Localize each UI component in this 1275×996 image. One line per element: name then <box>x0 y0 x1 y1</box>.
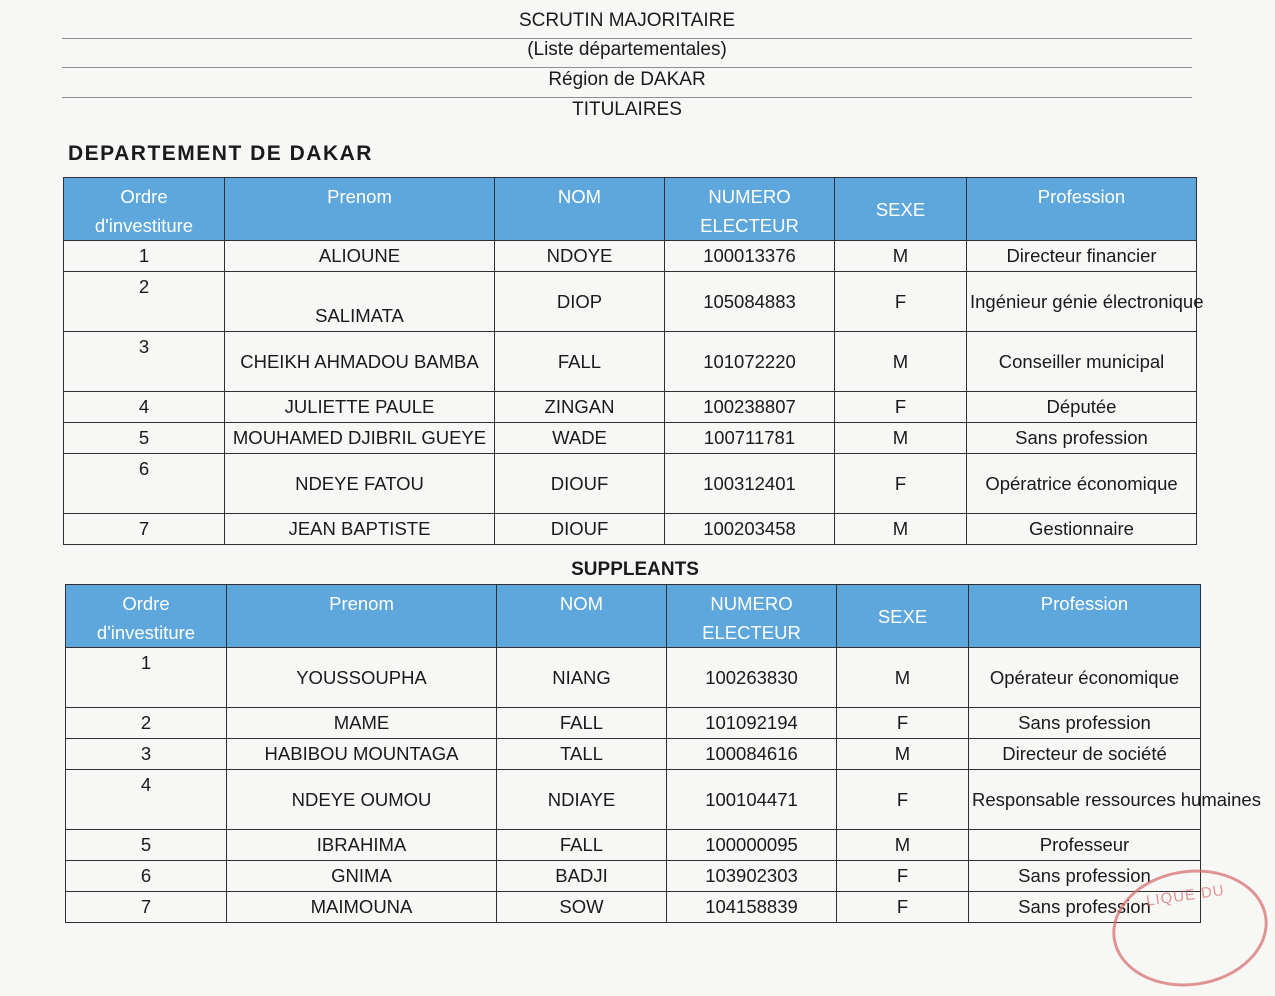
cell-ordre: 2 <box>64 272 225 332</box>
col-sexe: SEXE <box>837 585 969 648</box>
cell-nom: FALL <box>497 830 667 861</box>
cell-numero: 100000095 <box>667 830 837 861</box>
col-nom: NOM <box>495 178 665 241</box>
cell-profession: Directeur de société <box>969 739 1201 770</box>
cell-profession: Sans profession <box>969 861 1201 892</box>
col-nom: NOM <box>497 585 667 648</box>
cell-sexe: F <box>837 861 969 892</box>
cell-numero: 103902303 <box>667 861 837 892</box>
cell-profession: Directeur financier <box>967 241 1197 272</box>
cell-numero: 100312401 <box>665 454 835 514</box>
cell-profession: Ingénieur génie électronique <box>967 272 1197 332</box>
col-numero-electeur: NUMERO ELECTEUR <box>667 585 837 648</box>
header-liste: (Liste départementales) <box>527 39 727 60</box>
cell-ordre: 3 <box>66 739 227 770</box>
cell-prenom: IBRAHIMA <box>227 830 497 861</box>
cell-prenom: MOUHAMED DJIBRIL GUEYE <box>225 423 495 454</box>
cell-nom: NDOYE <box>495 241 665 272</box>
cell-sexe: F <box>837 708 969 739</box>
suppleants-table <box>65 584 1261 923</box>
col-numero-electeur: NUMERO ELECTEUR <box>665 178 835 241</box>
cell-ordre: 1 <box>64 241 225 272</box>
cell-numero: 100084616 <box>667 739 837 770</box>
col-ordre: Ordre d'investiture <box>64 178 225 241</box>
cell-sexe: F <box>837 892 969 923</box>
cell-profession: Opératrice économique <box>967 454 1197 514</box>
cell-sexe: M <box>835 332 967 392</box>
header-titulaires: TITULAIRES <box>572 99 682 120</box>
cell-numero: 100203458 <box>665 514 835 545</box>
cell-sexe: F <box>835 392 967 423</box>
cell-ordre: 3 <box>64 332 225 392</box>
cell-ordre: 4 <box>64 392 225 423</box>
cell-profession: Conseiller municipal <box>967 332 1197 392</box>
cell-prenom: CHEIKH AHMADOU BAMBA <box>225 332 495 392</box>
cell-numero: 100711781 <box>665 423 835 454</box>
titulaires-table <box>63 177 1204 545</box>
cell-sexe: M <box>835 241 967 272</box>
cell-ordre: 1 <box>66 648 227 708</box>
table-row <box>64 454 1197 514</box>
table-header-row <box>66 585 1201 648</box>
table-row <box>66 770 1201 830</box>
cell-prenom: HABIBOU MOUNTAGA <box>227 739 497 770</box>
cell-profession: Sans profession <box>967 423 1197 454</box>
cell-ordre: 6 <box>64 454 225 514</box>
table-row <box>64 514 1197 545</box>
cell-nom: FALL <box>497 708 667 739</box>
table-row <box>64 272 1197 332</box>
col-prenom: Prenom <box>225 178 495 241</box>
cell-ordre: 7 <box>66 892 227 923</box>
cell-nom: DIOUF <box>495 454 665 514</box>
cell-numero: 100238807 <box>665 392 835 423</box>
cell-ordre: 4 <box>66 770 227 830</box>
cell-sexe: F <box>835 272 967 332</box>
cell-prenom: JEAN BAPTISTE <box>225 514 495 545</box>
cell-nom: ZINGAN <box>495 392 665 423</box>
cell-profession: Responsable ressources humaines <box>969 770 1201 830</box>
table-row <box>66 739 1201 770</box>
cell-ordre: 6 <box>66 861 227 892</box>
cell-prenom: ALIOUNE <box>225 241 495 272</box>
cell-prenom: NDEYE FATOU <box>225 454 495 514</box>
cell-numero: 101092194 <box>667 708 837 739</box>
col-ordre: Ordre d'investiture <box>66 585 227 648</box>
cell-sexe: M <box>837 739 969 770</box>
col-profession: Profession <box>969 585 1201 648</box>
table-row <box>66 861 1201 892</box>
cell-prenom: JULIETTE PAULE <box>225 392 495 423</box>
table-row <box>64 241 1197 272</box>
cell-nom: BADJI <box>497 861 667 892</box>
table-row <box>64 423 1197 454</box>
cell-profession: Gestionnaire <box>967 514 1197 545</box>
cell-prenom: GNIMA <box>227 861 497 892</box>
suppleants-title: SUPPLEANTS <box>571 559 699 580</box>
cell-sexe: F <box>837 770 969 830</box>
cell-numero: 101072220 <box>665 332 835 392</box>
cell-nom: NIANG <box>497 648 667 708</box>
table-header-row <box>64 178 1197 241</box>
cell-numero: 100013376 <box>665 241 835 272</box>
cell-profession: Professeur <box>969 830 1201 861</box>
cell-sexe: F <box>835 454 967 514</box>
table-row <box>66 648 1201 708</box>
department-title: DEPARTEMENT DE DAKAR <box>68 142 373 165</box>
cell-ordre: 7 <box>64 514 225 545</box>
cell-nom: WADE <box>495 423 665 454</box>
col-sexe: SEXE <box>835 178 967 241</box>
cell-numero: 105084883 <box>665 272 835 332</box>
cell-sexe: M <box>837 648 969 708</box>
cell-ordre: 5 <box>66 830 227 861</box>
table-row <box>64 332 1197 392</box>
col-prenom: Prenom <box>227 585 497 648</box>
cell-profession: Sans profession <box>969 892 1201 923</box>
cell-profession: Sans profession <box>969 708 1201 739</box>
cell-nom: DIOP <box>495 272 665 332</box>
cell-numero: 100104471 <box>667 770 837 830</box>
cell-ordre: 2 <box>66 708 227 739</box>
cell-nom: DIOUF <box>495 514 665 545</box>
cell-profession: Députée <box>967 392 1197 423</box>
cell-nom: FALL <box>495 332 665 392</box>
table-row <box>66 708 1201 739</box>
header-region: Région de DAKAR <box>548 69 706 90</box>
table-row <box>66 830 1201 861</box>
cell-numero: 100263830 <box>667 648 837 708</box>
cell-prenom: MAIMOUNA <box>227 892 497 923</box>
cell-prenom: MAME <box>227 708 497 739</box>
cell-nom: NDIAYE <box>497 770 667 830</box>
col-profession: Profession <box>967 178 1197 241</box>
cell-sexe: M <box>835 423 967 454</box>
cell-ordre: 5 <box>64 423 225 454</box>
cell-prenom: SALIMATA <box>225 272 495 332</box>
table-row <box>66 892 1201 923</box>
cell-nom: TALL <box>497 739 667 770</box>
cell-profession: Opérateur économique <box>969 648 1201 708</box>
table-row <box>64 392 1197 423</box>
cell-sexe: M <box>835 514 967 545</box>
header-scrutin: SCRUTIN MAJORITAIRE <box>518 10 736 31</box>
cell-sexe: M <box>837 830 969 861</box>
cell-numero: 104158839 <box>667 892 837 923</box>
stamp-text: LIQUE DU <box>1145 881 1226 910</box>
cell-nom: SOW <box>497 892 667 923</box>
cell-prenom: YOUSSOUPHA <box>227 648 497 708</box>
cell-prenom: NDEYE OUMOU <box>227 770 497 830</box>
